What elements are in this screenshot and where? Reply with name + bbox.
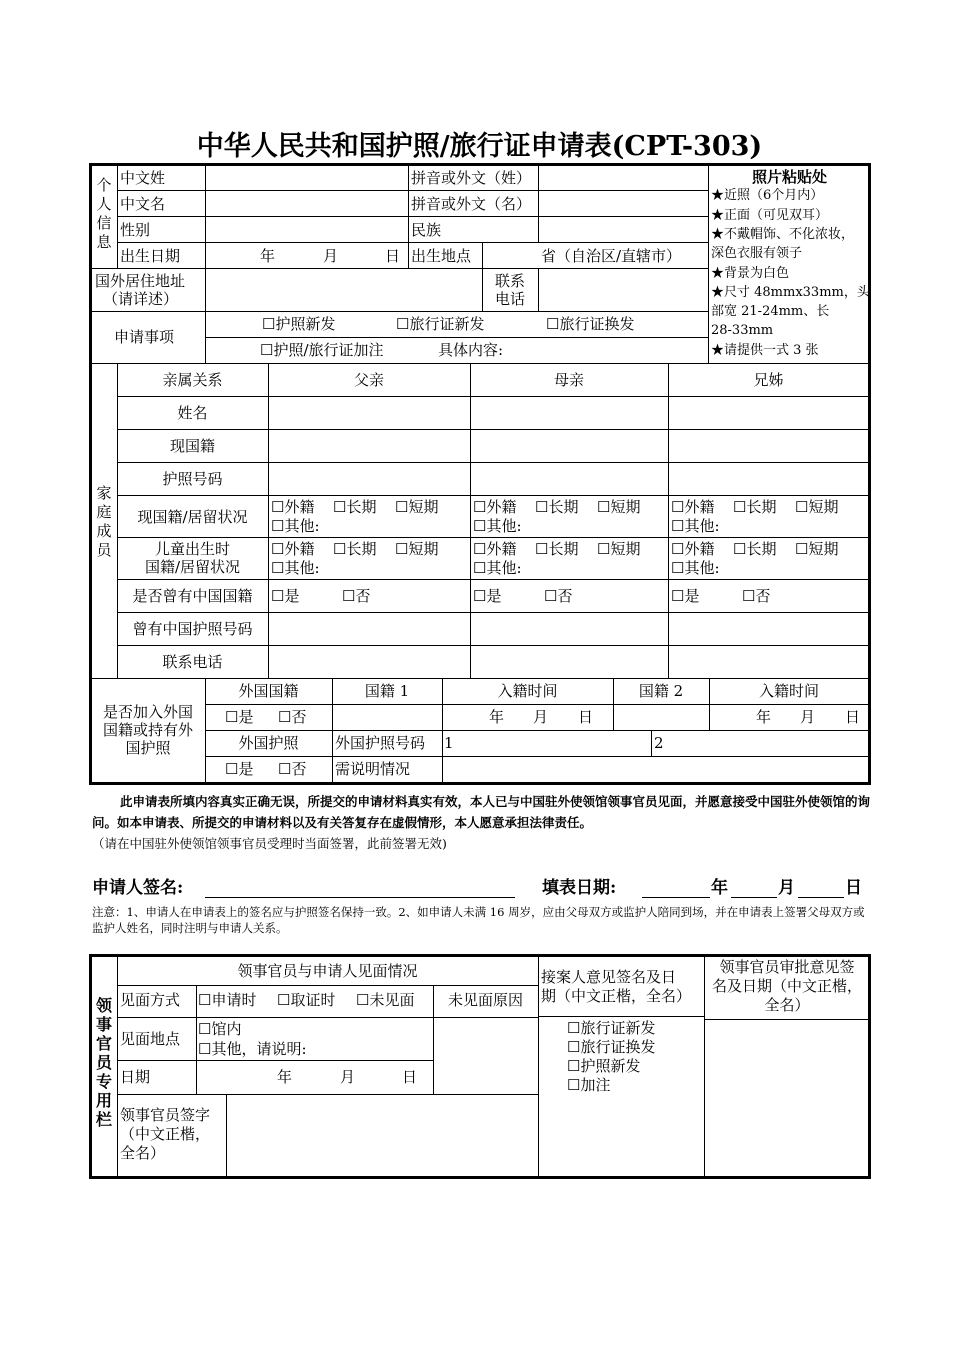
photo-req-6: ★尺寸 48mmx33mm，头 [711,285,870,300]
father-child-long[interactable]: ☐长期 [333,540,377,558]
officer-sign-label-3: 全名） [120,1144,166,1162]
foreign-label-2: 国籍或持有外 [102,721,193,739]
meeting-month: 月 [340,1068,356,1086]
foreign-nationality-label: 外国国籍 [238,682,299,700]
birth-day: 日 [385,247,401,265]
photo-req-2: ★正面（可见双耳） [711,208,829,223]
nat-time-2-year: 年 [756,708,772,726]
photo-req-8: 28-33mm [711,323,774,338]
fill-year-label: 年 [711,878,728,898]
child-status-label-1: 儿童出生时 [154,540,230,558]
approve-label-2: 名及日期（中文正楷， [711,977,862,995]
mode-none-checkbox[interactable]: ☐未见面 [356,991,415,1009]
mother-header: 母亲 [553,371,584,389]
foreign-passport-no-label: 外国护照号码 [335,734,426,752]
family-passport-label: 护照号码 [162,470,223,488]
foreign-passport-no-1: 1 [444,734,454,752]
meeting-date-label: 日期 [120,1068,151,1086]
nationality-2-label: 国籍 2 [638,682,684,700]
gender-label: 性别 [120,221,151,239]
sibling-child-foreign[interactable]: ☐外籍 [671,540,715,558]
opt-endorse-checkbox[interactable]: ☐加注 [567,1076,611,1094]
father-child-foreign[interactable]: ☐外籍 [271,540,315,558]
explain-label: 需说明情况 [335,760,411,778]
fill-month-label: 月 [778,878,795,898]
mother-child-other[interactable]: ☐其他: [473,559,522,577]
meeting-year: 年 [277,1068,293,1086]
photo-req-5: ★背景为白色 [711,266,790,281]
family-section-label: 家庭成员 [96,484,112,559]
relation-label: 亲属关系 [162,371,223,389]
meeting-day: 日 [402,1068,418,1086]
receiver-label-1: 接案人意见签名及日 [541,968,677,986]
cn-name-label: 中文名 [120,195,166,213]
mother-ever-no[interactable]: ☐否 [544,587,573,605]
fill-day-line[interactable] [798,897,844,898]
foreign-passport-label: 外国护照 [238,734,299,752]
birth-year: 年 [260,247,276,265]
father-res-long[interactable]: ☐长期 [333,498,377,516]
foreign-label-3: 国护照 [125,739,171,757]
foreign-passport-no-2: 2 [654,734,664,752]
birth-month: 月 [323,247,339,265]
approve-label-1: 领事官员审批意见签 [719,958,855,976]
ever-passport-label: 曾有中国护照号码 [132,620,253,638]
foreign-label-1: 是否加入外国 [102,703,193,721]
foreign-nat-yes[interactable]: ☐是 [225,708,254,726]
sibling-child-short[interactable]: ☐短期 [795,540,839,558]
nat-time-1-day: 日 [578,708,594,726]
mother-child-short[interactable]: ☐短期 [597,540,641,558]
fill-date-label: 填表日期: [542,878,617,898]
photo-title: 照片粘贴处 [751,168,827,186]
sibling-res-foreign[interactable]: ☐外籍 [671,498,715,516]
endorse-checkbox[interactable]: ☐护照/旅行证加注 [260,341,384,359]
father-res-foreign[interactable]: ☐外籍 [271,498,315,516]
ethnicity-label: 民族 [411,221,442,239]
mother-child-foreign[interactable]: ☐外籍 [473,540,517,558]
declaration-hint: （请在中国驻外使领馆领事官员受理时当面签署，此前签署无效) [92,836,447,851]
photo-req-9: ★请提供一式 3 张 [711,343,819,358]
sibling-res-long[interactable]: ☐长期 [733,498,777,516]
photo-req-4: 深色衣服有领子 [711,246,803,261]
travel-new-checkbox[interactable]: ☐旅行证新发 [396,315,485,333]
sibling-ever-yes[interactable]: ☐是 [671,587,700,605]
travel-renew-checkbox[interactable]: ☐旅行证换发 [546,315,635,333]
mode-apply-checkbox[interactable]: ☐申请时 [198,991,257,1009]
foreign-nat-no[interactable]: ☐否 [278,708,307,726]
family-contact-label: 联系电话 [162,653,223,671]
place-other-checkbox[interactable]: ☐其他，请说明: [198,1040,307,1058]
sibling-ever-no[interactable]: ☐否 [742,587,771,605]
phone-label-1: 联系 [495,272,526,290]
mode-collect-checkbox[interactable]: ☐取证时 [277,991,336,1009]
mother-res-other[interactable]: ☐其他: [473,517,522,535]
sibling-res-other[interactable]: ☐其他: [671,517,720,535]
father-res-other[interactable]: ☐其他: [271,517,320,535]
nat-time-1-label: 入籍时间 [497,682,558,700]
nat-time-2-day: 日 [845,708,861,726]
child-status-label-2: 国籍/居留状况 [144,558,241,576]
endorse-content-label: 具体内容: [438,341,504,359]
fill-month-line[interactable] [731,897,777,898]
address-hint: （请详述） [103,290,179,308]
officer-sign-label-1: 领事官员签字 [120,1106,211,1124]
officer-sign-label-2: （中文正楷， [120,1125,211,1143]
notice-text: 注意：1、申请人在申请表上的签名应与护照签名保持一致。2、如申请人未满 16 周岁，应由父母双方或监护人陪同到场，并在申请表上签署父母双方或监护人姓名，同时注明与申请人关系。 [92,905,865,935]
foreign-passport-yes[interactable]: ☐是 [225,760,254,778]
applicant-signature-label: 申请人签名: [92,878,184,898]
pinyin-surname-label: 拼音或外文（姓） [411,169,532,187]
photo-req-1: ★近照（6个月内） [711,188,824,203]
application-label: 申请事项 [114,328,175,346]
sibling-res-short[interactable]: ☐短期 [795,498,839,516]
sibling-header: 兄姊 [753,371,784,389]
applicant-signature-line[interactable] [205,897,515,898]
sibling-child-long[interactable]: ☐长期 [733,540,777,558]
nat-time-1-year: 年 [489,708,505,726]
meeting-place-label: 见面地点 [120,1030,181,1048]
mother-res-foreign[interactable]: ☐外籍 [473,498,517,516]
opt-travel-new-checkbox[interactable]: ☐旅行证新发 [567,1019,656,1037]
cn-surname-label: 中文姓 [120,169,166,187]
father-res-short[interactable]: ☐短期 [395,498,439,516]
mother-res-short[interactable]: ☐短期 [597,498,641,516]
pinyin-name-label: 拼音或外文（名） [411,195,532,213]
address-label: 国外居住地址 [95,272,186,290]
fill-day-label: 日 [845,878,862,898]
photo-req-7: 部宽 21-24mm、长 [711,304,830,319]
receiver-label-2: 期（中文正楷，全名） [541,987,692,1005]
nationality-1-label: 国籍 1 [364,682,410,700]
official-section-label: 领事官员专用栏 [95,996,112,1129]
father-ever-yes[interactable]: ☐是 [271,587,300,605]
mother-res-long[interactable]: ☐长期 [535,498,579,516]
approve-label-3: 全名） [764,996,810,1014]
no-meet-reason-label: 未见面原因 [447,991,523,1009]
mother-ever-yes[interactable]: ☐是 [473,587,502,605]
ever-chinese-label: 是否曾有中国国籍 [132,587,253,605]
mother-child-long[interactable]: ☐长期 [535,540,579,558]
personal-section-label: 个人信息 [96,176,112,251]
father-ever-no[interactable]: ☐否 [342,587,371,605]
phone-label-2: 电话 [495,290,526,308]
birthplace-label: 出生地点 [411,247,472,265]
passport-new-checkbox[interactable]: ☐护照新发 [262,315,336,333]
form-title: 中华人民共和国护照/旅行证申请表(CPT-303) [196,131,763,162]
birth-date-label: 出生日期 [120,247,181,265]
sibling-child-other[interactable]: ☐其他: [671,559,720,577]
opt-travel-renew-checkbox[interactable]: ☐旅行证换发 [567,1038,656,1056]
meeting-mode-label: 见面方式 [120,991,181,1009]
father-child-other[interactable]: ☐其他: [271,559,320,577]
fill-year-line[interactable] [642,897,710,898]
father-child-short[interactable]: ☐短期 [395,540,439,558]
opt-passport-new-checkbox[interactable]: ☐护照新发 [567,1057,641,1075]
family-name-label: 姓名 [177,404,208,422]
family-residence-label: 现国籍/居留状况 [137,508,248,526]
photo-req-3: ★不戴帽饰、不化浓妆， [711,227,855,242]
nat-time-2-label: 入籍时间 [758,682,819,700]
nat-time-1-month: 月 [533,708,549,726]
nat-time-2-month: 月 [800,708,816,726]
meeting-title: 领事官员与申请人见面情况 [237,962,418,980]
foreign-passport-no[interactable]: ☐否 [278,760,307,778]
place-inside-checkbox[interactable]: ☐馆内 [198,1020,242,1038]
province-label: 省（自治区/直辖市） [541,247,682,265]
family-nationality-label: 现国籍 [169,437,215,455]
declaration-text: 此申请表所填内容真实正确无误，所提交的申请材料真实有效，本人已与中国驻外使领馆领事官员见面，并愿意接受中国驻外使领馆的询问。如本申请表、所提交的申请材料以及有关答复存在虚假情形，本人愿意承担法律责任。 [92,794,871,830]
father-header: 父亲 [353,371,384,389]
